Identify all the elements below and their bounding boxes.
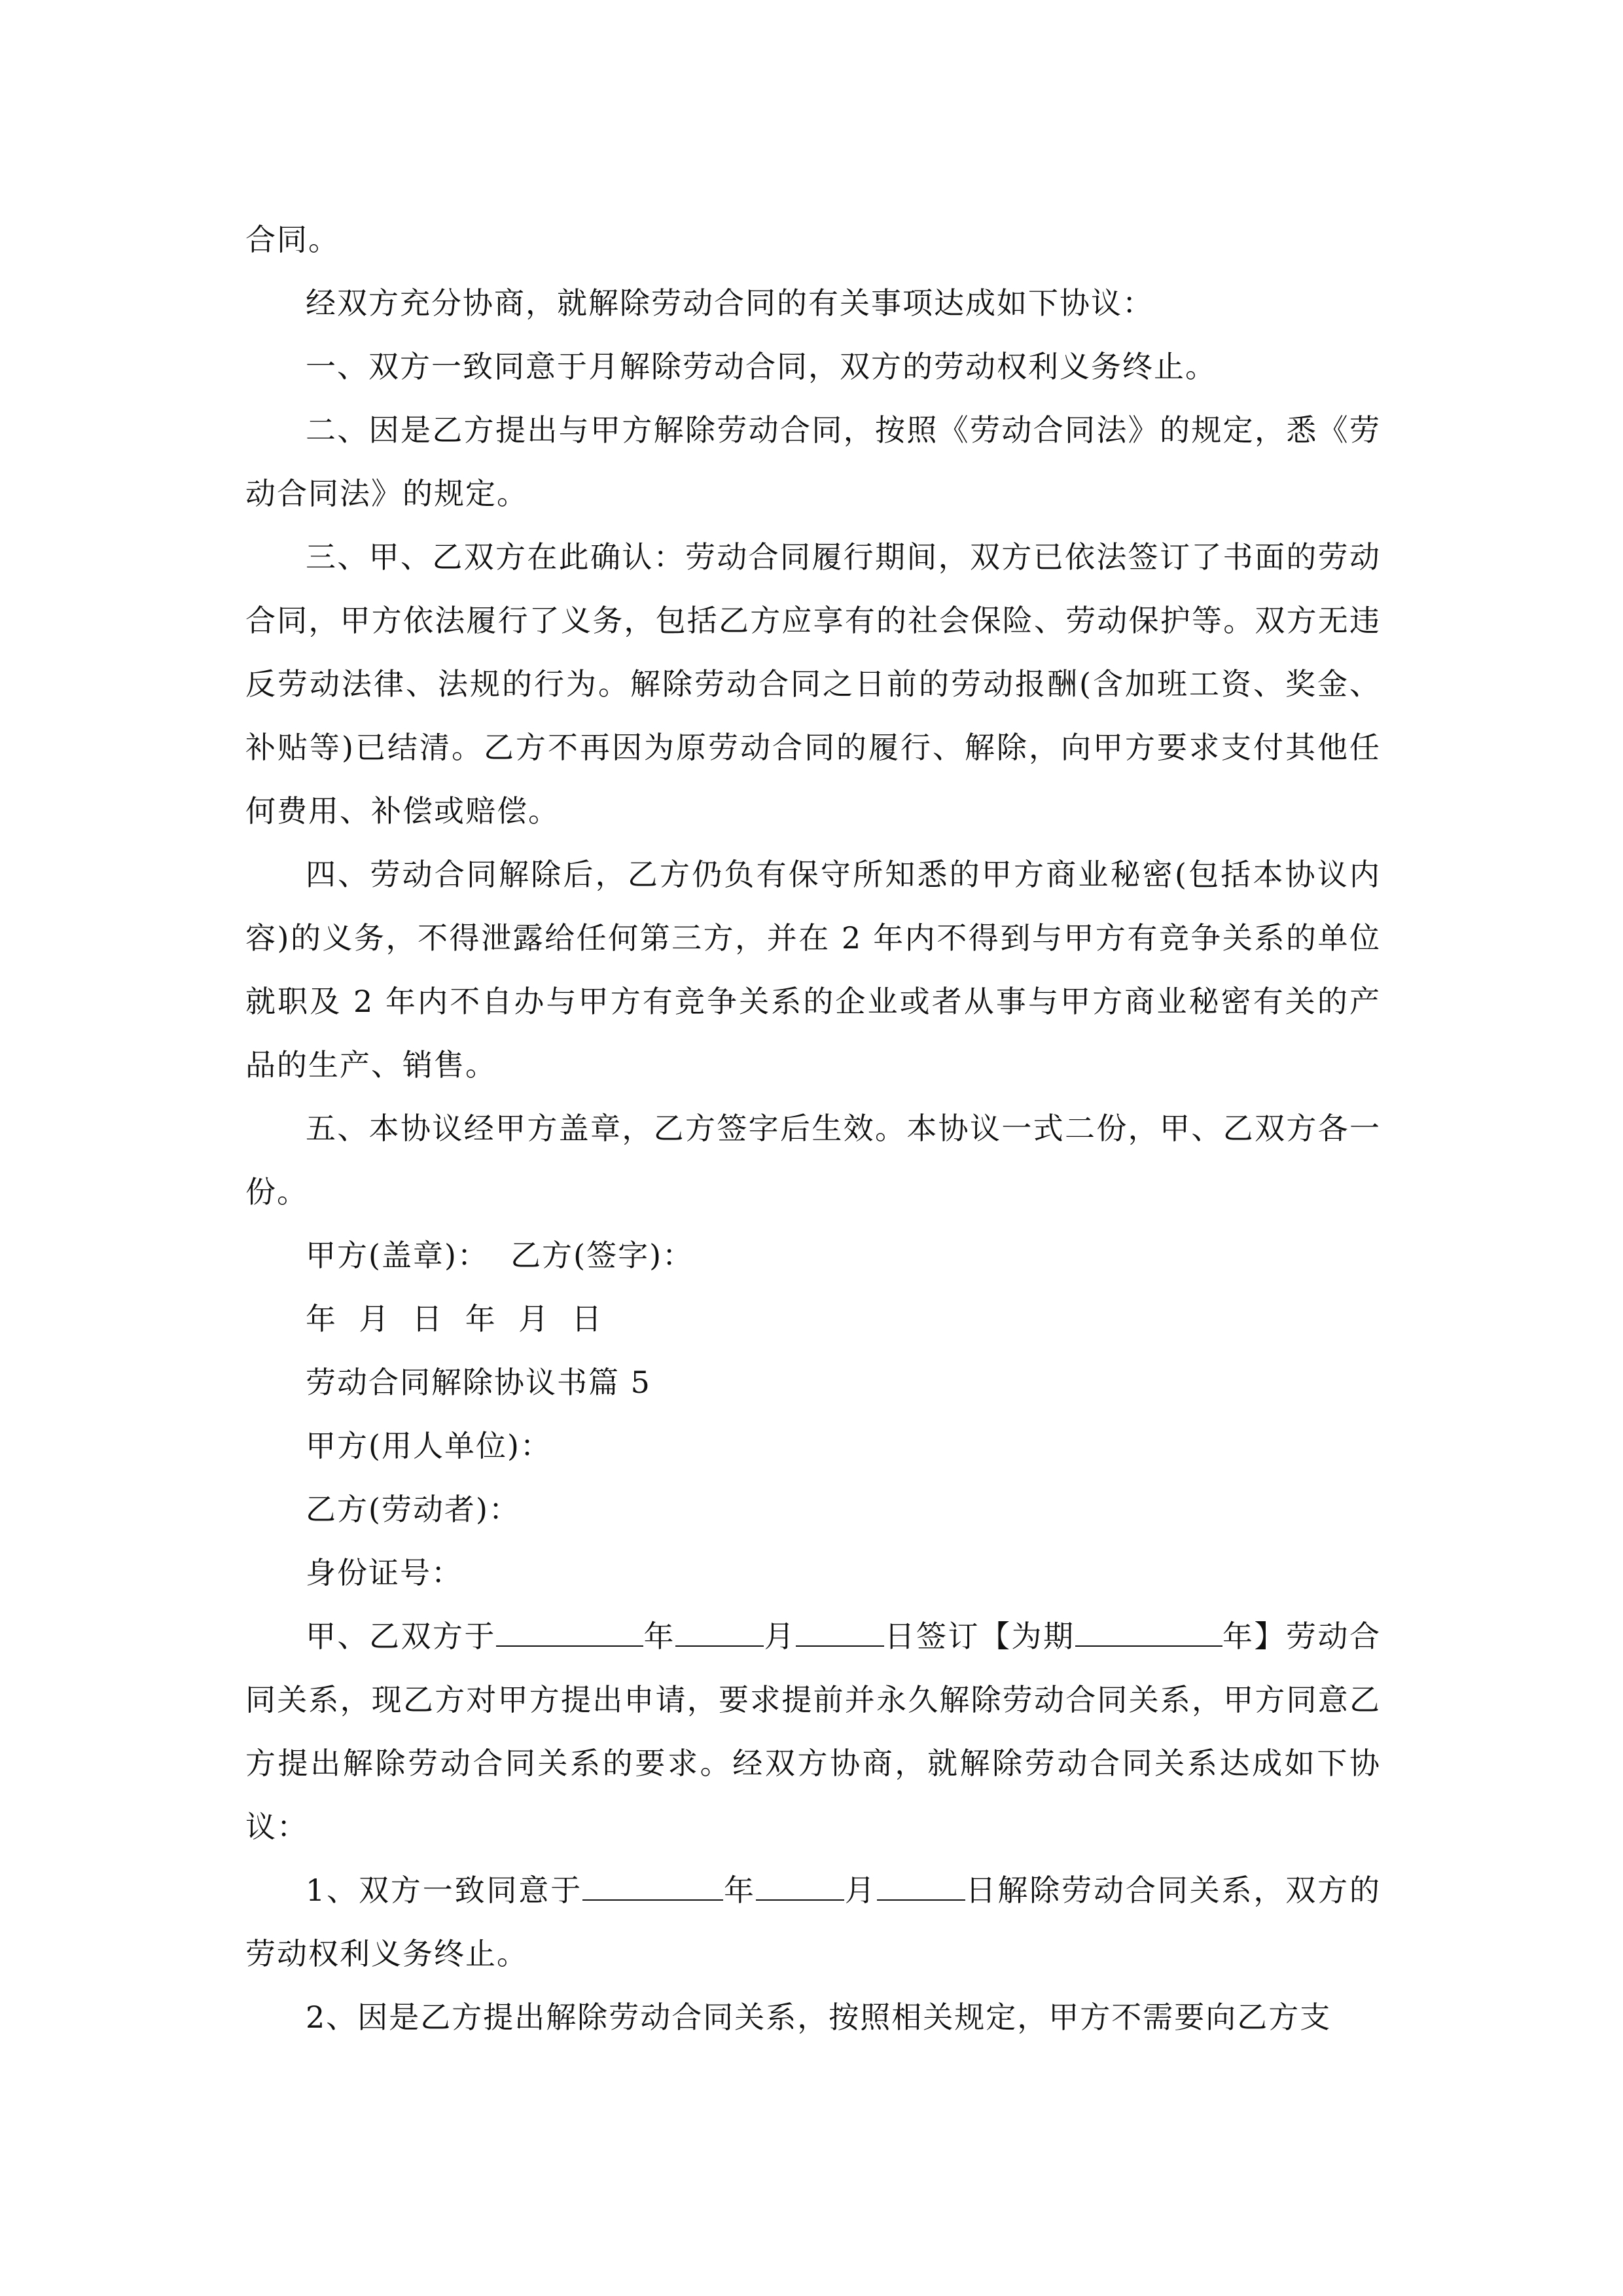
blank-term-field: [1075, 1619, 1222, 1647]
paragraph-article-5: 五、本协议经甲方盖章，乙方签字后生效。本协议一式二份，甲、乙双方各一份。: [245, 1111, 1381, 1210]
clause-1-text-1: 1、双方一致同意于: [306, 1873, 583, 1908]
contract-text-1: 甲、乙双方于: [306, 1619, 496, 1654]
date-line: 年 月 日 年 月 日: [306, 1301, 603, 1336]
blank-year-field: [496, 1619, 643, 1647]
paragraph-article-3: 三、甲、乙双方在此确认：劳动合同履行期间，双方已依法签订了书面的劳动合同，甲方依法履行了义务，包括乙方应享有的社会保险、劳动保护等。双方无违反劳动法律、法规的行为。解除劳动合同之日前的劳动报酬(含加班工资、奖金、补贴等)已结清。乙方不再因为原劳动合同的履行、解除，向甲方要求支付其他任何费用、补偿或赔偿。: [245, 539, 1381, 829]
paragraph-article-4: 四、劳动合同解除后，乙方仍负有保守所知悉的甲方商业秘密(包括本协议内容)的义务，不得泄露给任何第三方，并在 2 年内不得到与甲方有竞争关系的单位就职及 2 年内不自办与甲方有竞争关系的企业或者从事与甲方商业秘密有关的产品的生产、销售。: [245, 857, 1381, 1083]
clause-1-text-3: 月: [844, 1873, 877, 1908]
paragraph-intro: 经双方充分协商，就解除劳动合同的有关事项达成如下协议：: [306, 285, 1154, 321]
clause-1-text-4: 日解除劳动合同关系，双方的劳动权利义务终止。: [245, 1873, 1382, 1971]
blank-month-field: [675, 1619, 764, 1647]
id-number-label: 身份证号：: [306, 1555, 463, 1590]
blank-termination-month: [756, 1873, 844, 1901]
party-b-label: 乙方(劳动者)：: [306, 1492, 520, 1527]
paragraph-contract-relation: [245, 1605, 1381, 1859]
paragraph-clause-2: 2、因是乙方提出解除劳动合同关系，按照相关规定，甲方不需要向乙方支: [306, 2000, 1332, 2035]
contract-text-3: 月: [764, 1619, 796, 1654]
clause-1-text-2: 年: [723, 1873, 756, 1908]
document-body: [245, 208, 1381, 2049]
party-a-label: 甲方(用人单位)：: [306, 1428, 552, 1463]
blank-termination-day: [877, 1873, 965, 1901]
contract-text-2: 年: [643, 1619, 675, 1654]
paragraph-article-2: 二、因是乙方提出与甲方解除劳动合同，按照《劳动合同法》的规定，悉《劳动合同法》的规定。: [245, 412, 1381, 511]
paragraph-article-1: 一、双方一致同意于月解除劳动合同，双方的劳动权利义务终止。: [306, 349, 1217, 384]
blank-day-field: [796, 1619, 884, 1647]
contract-text-4: 日签订【为期: [884, 1619, 1075, 1654]
paragraph-clause-1: [245, 1859, 1381, 1986]
paragraph-continuation: 合同。: [245, 222, 340, 257]
blank-termination-year: [582, 1873, 723, 1901]
contract-text-5: 年】劳动合同关系，现乙方对甲方提出申请，要求提前并永久解除劳动合同关系，甲方同意乙方提出解除劳动合同关系的要求。经双方协商，就解除劳动合同关系达成如下协议：: [245, 1619, 1381, 1844]
section-title: 劳动合同解除协议书篇 5: [306, 1365, 651, 1400]
signature-line: 甲方(盖章)： 乙方(签字)：: [306, 1238, 694, 1273]
